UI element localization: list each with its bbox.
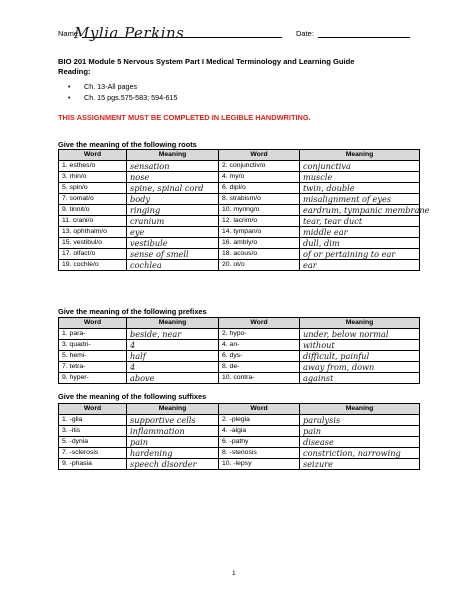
meaning-answer-cell <box>300 329 420 340</box>
table-row <box>59 448 420 459</box>
word-cell: 6. dipl/o <box>219 183 300 194</box>
handwritten-answer: under, below normal <box>303 329 389 339</box>
handwritten-answer: supportive cells <box>130 415 196 425</box>
handwritten-answer: tear, tear duct <box>303 216 363 226</box>
word-cell: 9. -phasia <box>59 459 127 470</box>
word-column-header: Word <box>219 318 300 329</box>
meaning-column-header: Meaning <box>300 404 420 415</box>
word-column-header: Word <box>59 150 127 161</box>
handwriting-warning: THIS ASSIGNMENT MUST BE COMPLETED IN LEGIBLE HANDWRITING. <box>58 113 311 122</box>
meaning-answer-cell <box>300 172 420 183</box>
handwritten-answer: of or pertaining to ear <box>303 249 396 259</box>
word-cell: 14. tympan/o <box>219 227 300 238</box>
meaning-answer-cell <box>300 183 420 194</box>
meaning-answer-cell <box>300 216 420 227</box>
date-label: Date: <box>296 29 314 38</box>
meaning-answer-cell <box>300 194 420 205</box>
handwritten-answer: sensation <box>130 161 170 171</box>
word-cell: 2. hypo- <box>219 329 300 340</box>
table-header-row <box>59 150 420 161</box>
word-cell: 1. para- <box>59 329 127 340</box>
meaning-answer-cell <box>127 194 219 205</box>
meaning-answer-cell <box>127 227 219 238</box>
word-column-header: Word <box>59 318 127 329</box>
handwritten-answer: half <box>130 351 146 361</box>
meaning-answer-cell <box>127 426 219 437</box>
table-row <box>59 329 420 340</box>
meaning-answer-cell <box>300 227 420 238</box>
table-row <box>59 172 420 183</box>
meaning-answer-cell <box>127 340 219 351</box>
word-cell: 10. contra- <box>219 373 300 384</box>
meaning-answer-cell <box>127 437 219 448</box>
meaning-answer-cell <box>300 340 420 351</box>
meaning-answer-cell <box>127 459 219 470</box>
table-row <box>59 205 420 216</box>
table-header-row <box>59 318 420 329</box>
handwritten-answer: away from, down <box>303 362 375 372</box>
handwritten-answer: pain <box>130 437 149 447</box>
word-column-header: Word <box>219 404 300 415</box>
word-cell: 5. hemi- <box>59 351 127 362</box>
meaning-column-header: Meaning <box>300 318 420 329</box>
meaning-answer-cell <box>300 448 420 459</box>
meaning-answer-cell <box>300 426 420 437</box>
meaning-answer-cell <box>127 183 219 194</box>
reading-list <box>68 81 178 103</box>
word-cell: 5. -dynia <box>59 437 127 448</box>
roots-table <box>58 149 430 271</box>
word-cell: 9. hyper- <box>59 373 127 384</box>
word-cell: 2. conjunctiv/o <box>219 161 300 172</box>
meaning-answer-cell <box>127 351 219 362</box>
handwritten-answer: constriction, narrowing <box>303 448 401 458</box>
word-cell: 1. esthes/o <box>59 161 127 172</box>
meaning-answer-cell <box>127 249 219 260</box>
word-cell: 8. de- <box>219 362 300 373</box>
meaning-answer-cell <box>300 351 420 362</box>
handwritten-answer: without <box>303 340 335 350</box>
table-row <box>59 216 420 227</box>
meaning-answer-cell <box>127 216 219 227</box>
assignment-header <box>58 57 355 77</box>
handwritten-answer: difficult, painful <box>303 351 370 361</box>
handwritten-answer: hardening <box>130 448 173 458</box>
table-row <box>59 426 420 437</box>
table-row <box>59 161 420 172</box>
handwritten-answer: beside, near <box>130 329 182 339</box>
meaning-answer-cell <box>127 329 219 340</box>
meaning-answer-cell <box>300 260 420 271</box>
word-cell: 9. tinnit/o <box>59 205 127 216</box>
handwritten-answer: dull, dim <box>303 238 340 248</box>
meaning-answer-cell <box>127 415 219 426</box>
table-row <box>59 373 420 384</box>
table-row <box>59 238 420 249</box>
meaning-answer-cell <box>300 437 420 448</box>
handwritten-answer: sense of smell <box>130 249 189 259</box>
meaning-column-header: Meaning <box>127 318 219 329</box>
handwritten-answer: misalignment of eyes <box>303 194 392 204</box>
handwritten-answer: cranium <box>130 216 165 226</box>
word-cell: 3. -itis <box>59 426 127 437</box>
meaning-answer-cell <box>127 161 219 172</box>
meaning-answer-cell <box>300 415 420 426</box>
handwritten-answer: seizure <box>303 459 334 469</box>
meaning-column-header: Meaning <box>300 150 420 161</box>
word-cell: 4. my/o <box>219 172 300 183</box>
handwritten-answer: nose <box>130 172 150 182</box>
table-row <box>59 194 420 205</box>
prefixes-table <box>58 317 420 384</box>
handwritten-answer: 4 <box>130 362 136 372</box>
handwritten-answer: inflammation <box>130 426 185 436</box>
handwritten-answer: vestibule <box>130 238 168 248</box>
table-row <box>59 459 420 470</box>
word-cell: 8. strabism/o <box>219 194 300 205</box>
table-header-row <box>59 404 420 415</box>
word-cell: 13. ophthalm/o <box>59 227 127 238</box>
meaning-answer-cell <box>300 249 420 260</box>
word-cell: 11. crani/o <box>59 216 127 227</box>
meaning-answer-cell <box>300 373 420 384</box>
reading-item: • Ch. 13-All pages <box>68 81 178 92</box>
handwritten-answer: disease <box>303 437 334 447</box>
word-cell: 10. myring/o <box>219 205 300 216</box>
word-cell: 4. an- <box>219 340 300 351</box>
reading-label: Reading: <box>58 67 91 76</box>
meaning-answer-cell <box>127 448 219 459</box>
word-cell: 1. -glia <box>59 415 127 426</box>
word-cell: 3. rhin/o <box>59 172 127 183</box>
handwritten-answer: eye <box>130 227 145 237</box>
word-cell: 2. -plegia <box>219 415 300 426</box>
meaning-answer-cell <box>127 205 219 216</box>
word-cell: 20. ot/o <box>219 260 300 271</box>
word-cell: 6. dys- <box>219 351 300 362</box>
word-cell: 8. -stenosis <box>219 448 300 459</box>
roots-section-title: Give the meaning of the following roots <box>58 140 197 149</box>
name-label: Name: <box>58 29 81 38</box>
meaning-answer-cell <box>127 362 219 373</box>
word-cell: 3. quadri- <box>59 340 127 351</box>
prefixes-section-title: Give the meaning of the following prefixes <box>58 307 207 316</box>
suffixes-section-title: Give the meaning of the following suffixes <box>58 392 207 401</box>
meaning-answer-cell <box>127 260 219 271</box>
name-date-line <box>58 24 428 44</box>
word-cell: 12. lacrim/o <box>219 216 300 227</box>
word-cell: 18. acous/o <box>219 249 300 260</box>
reading-item: • Ch. 15 pgs.575-583; 594-615 <box>68 92 178 103</box>
handwritten-answer: conjunctiva <box>303 161 351 171</box>
handwritten-answer: pain <box>303 426 322 436</box>
word-cell: 10. -lepsy <box>219 459 300 470</box>
handwritten-answer: twin, double <box>303 183 355 193</box>
table-row <box>59 183 420 194</box>
word-cell: 5. spin/o <box>59 183 127 194</box>
student-name: Mylia Perkins <box>74 24 185 42</box>
table-row <box>59 351 420 362</box>
meaning-column-header: Meaning <box>127 150 219 161</box>
table-row <box>59 260 420 271</box>
table-row <box>59 415 420 426</box>
word-cell: 7. -sclerosis <box>59 448 127 459</box>
word-cell: 19. cochle/o <box>59 260 127 271</box>
meaning-answer-cell <box>300 238 420 249</box>
meaning-answer-cell <box>127 172 219 183</box>
meaning-answer-cell <box>300 459 420 470</box>
word-cell: 6. -pathy <box>219 437 300 448</box>
table-row <box>59 227 420 238</box>
word-cell: 15. vestibul/o <box>59 238 127 249</box>
handwritten-answer: speech disorder <box>130 459 197 469</box>
meaning-column-header: Meaning <box>127 404 219 415</box>
word-cell: 4. -algia <box>219 426 300 437</box>
word-column-header: Word <box>59 404 127 415</box>
table-row <box>59 340 420 351</box>
handwritten-answer: body <box>130 194 151 204</box>
word-cell: 17. olfact/o <box>59 249 127 260</box>
word-cell: 16. ambly/o <box>219 238 300 249</box>
handwritten-answer: above <box>130 373 155 383</box>
page-number: 1 <box>232 570 236 577</box>
handwritten-answer: 4 <box>130 340 136 350</box>
word-column-header: Word <box>219 150 300 161</box>
meaning-answer-cell <box>300 205 430 216</box>
assignment-title: BIO 201 Module 5 Nervous System Part I Medical Terminology and Learning Guide <box>58 57 355 66</box>
handwritten-answer: paralysis <box>303 415 341 425</box>
meaning-answer-cell <box>300 161 420 172</box>
meaning-answer-cell <box>127 373 219 384</box>
date-underline <box>318 37 410 38</box>
suffixes-table <box>58 403 420 470</box>
meaning-answer-cell <box>127 238 219 249</box>
handwritten-answer: ear <box>303 260 317 270</box>
handwritten-answer: against <box>303 373 334 383</box>
table-row <box>59 362 420 373</box>
handwritten-answer: eardrum, tympanic membrane <box>303 205 430 215</box>
word-cell: 7. somat/o <box>59 194 127 205</box>
table-row <box>59 437 420 448</box>
meaning-answer-cell <box>300 362 420 373</box>
handwritten-answer: ringing <box>130 205 161 215</box>
handwritten-answer: muscle <box>303 172 333 182</box>
word-cell: 7. tetra- <box>59 362 127 373</box>
table-row <box>59 249 420 260</box>
handwritten-answer: middle ear <box>303 227 348 237</box>
handwritten-answer: spine, spinal cord <box>130 183 204 193</box>
handwritten-answer: cochlea <box>130 260 162 270</box>
